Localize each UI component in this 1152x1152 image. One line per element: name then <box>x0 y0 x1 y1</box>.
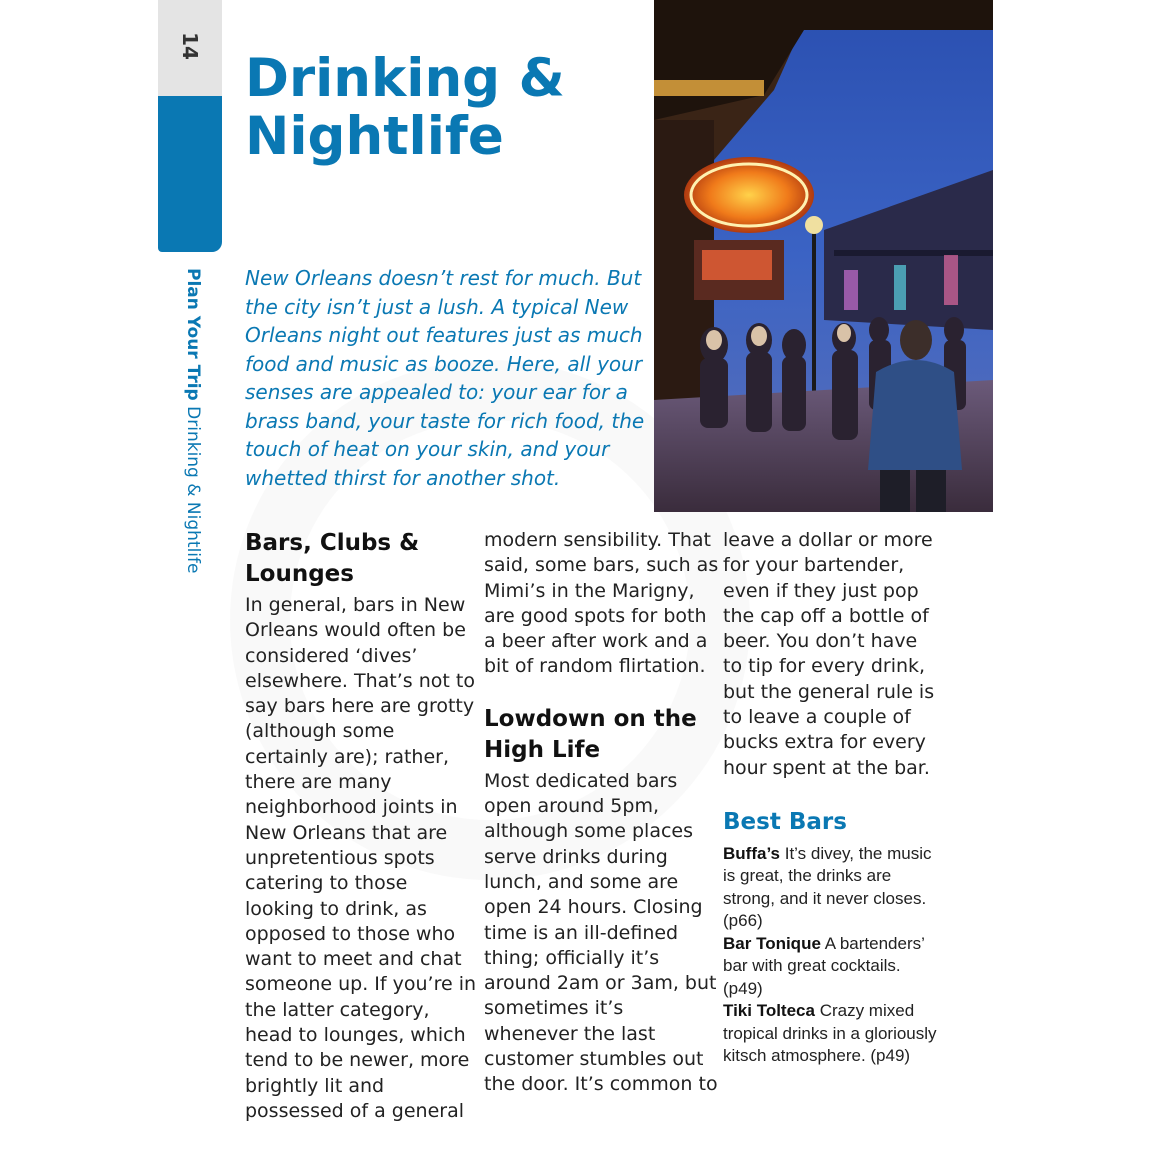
section-body-bars-clubs-lounges: In general, bars in New Orleans would often be considered ‘dives’ elsewhere. That’s not to say bars here are grotty (although some certainly are); rather, there are many neighborhood joints in New Orleans that are unpretentious spots catering to those looking to drink, as opposed to those who want to meet and chat someone up. If you’re in the latter category, head to lounges, which tend to be newer, more brightly lit and possessed of a general <box>245 594 477 1122</box>
column-2 <box>484 528 720 1098</box>
best-bar-name: Bar Tonique <box>723 933 821 953</box>
best-bar-desc: It’s divey, the music is great, the drinks are strong, and it never closes. (p66) <box>723 843 932 931</box>
best-bar-name: Tiki Tolteca <box>723 1001 815 1021</box>
best-bar-item <box>723 843 938 933</box>
best-bar-name: Buffa’s <box>723 843 780 863</box>
page-title <box>245 50 645 166</box>
best-bar-item <box>723 933 938 1001</box>
column-3 <box>723 528 938 1068</box>
page-title-line2: Nightlife <box>245 106 504 167</box>
column-1 <box>245 528 481 1124</box>
page-title-line1: Drinking & <box>245 48 565 109</box>
street-night-photo <box>654 0 993 512</box>
chapter-tab <box>158 96 222 252</box>
section-heading-bars-clubs-lounges: Bars, Clubs & Lounges <box>245 530 420 587</box>
best-bar-desc: A bartenders’ bar with great cocktails. (p49) <box>723 933 925 998</box>
running-header-section: Plan Your Trip <box>183 268 203 401</box>
best-bar-item <box>723 1000 938 1068</box>
page-number-tab <box>158 0 222 96</box>
section-heading-lowdown: Lowdown on the High Life <box>484 705 697 763</box>
best-bar-desc: Crazy mixed tropical drinks in a gloriously kitsch atmosphere. (p49) <box>723 1001 937 1066</box>
section-body-lowdown-continued: leave a dollar or more for your bartender, even if they just pop the cap off a bottle of beer. You don’t have to tip for every drink, but the general rule is to leave a couple of bucks extra for every hour spent at the bar. <box>723 529 935 779</box>
running-header <box>179 268 203 608</box>
section-body-bars-clubs-lounges-continued: modern sensibility. That said, some bars, such as Mimi’s in the Marigny, are good spots for both a beer after work and a bit of random flirtation. <box>484 529 719 678</box>
running-header-chapter: Drinking & Nightlife <box>183 406 203 574</box>
best-bars-heading: Best Bars <box>723 808 847 835</box>
intro-paragraph: New Orleans doesn’t rest for much. But the city isn’t just a lush. A typical New Orleans night out features just as much food and music as booze. Here, all your senses are appealed to: your ear for a brass band, your taste for rich food, the touch of heat on your skin, and your whetted thirst for another shot. <box>245 266 645 490</box>
page-number: 14 <box>178 32 202 60</box>
section-body-lowdown: Most dedicated bars open around 5pm, although some places serve drinks during lunch, and some are open 24 hours. Closing time is an ill-defined thing; officially it’s around 2am or 3am, but sometimes it’s whenever the last customer stumbles out the door. It’s common to <box>484 769 718 1096</box>
